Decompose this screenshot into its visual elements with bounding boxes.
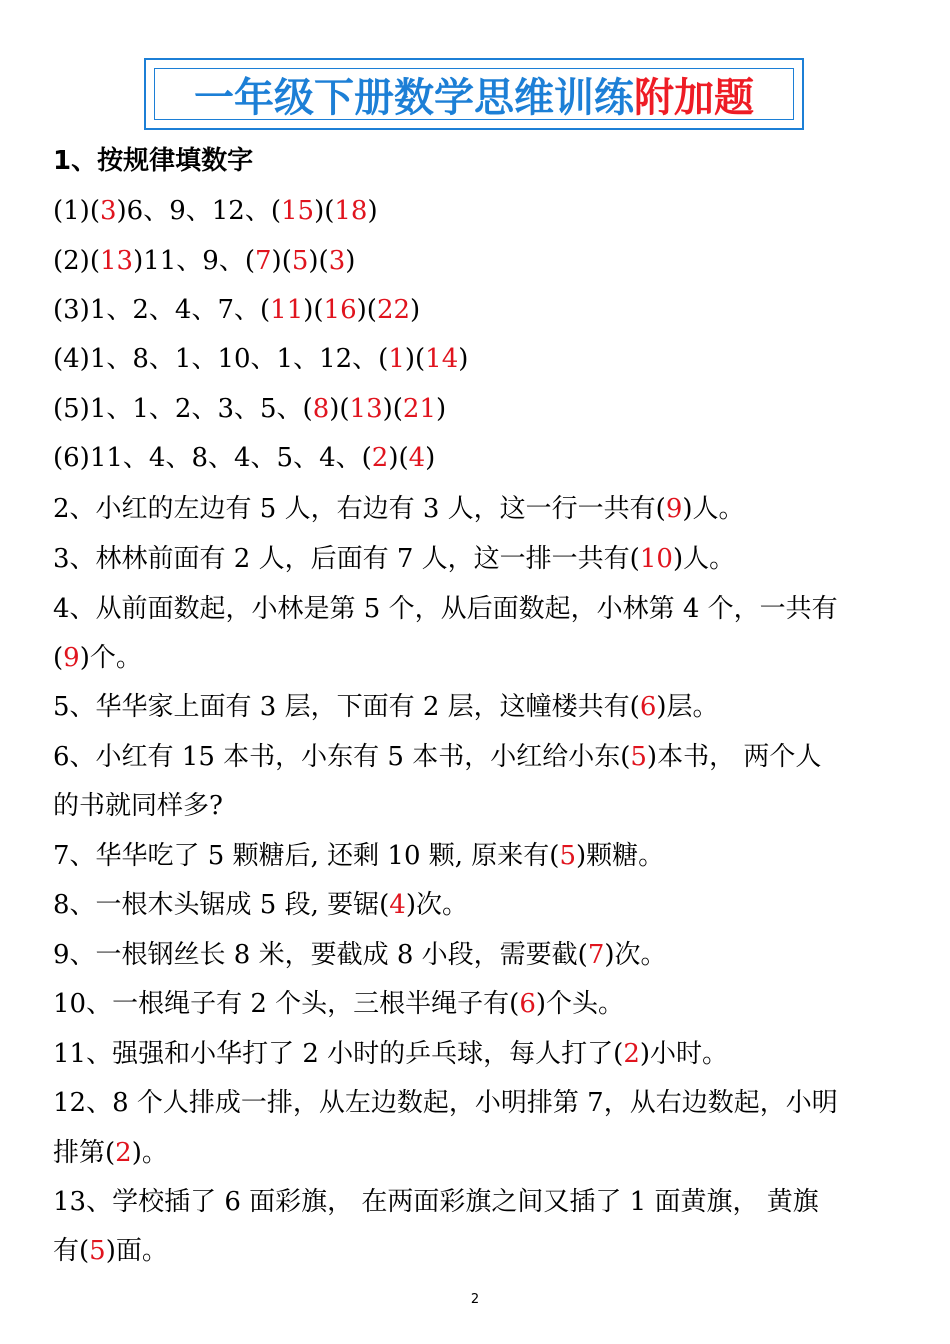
question-2: 2、小红的左边有 5 人，右边有 3 人，这一行一共有(9)人。 [53,494,745,524]
question-5: 5、华华家上面有 3 层，下面有 2 层，这幢楼共有(6)层。 [53,692,719,722]
answer: 1 [388,344,405,374]
answer: 13 [99,246,134,276]
question-10: 10、一根绳子有 2 个头，三根半绳子有(6)个头。 [53,989,625,1019]
answer: 6 [639,692,657,722]
answer: 22 [376,295,411,325]
answer: 8 [312,394,330,424]
answer: 5 [559,841,576,871]
sequence-6: (6)11、4、8、4、5、4、(2)(4) [53,443,436,473]
answer: 5 [291,246,309,276]
answer: 3 [99,196,117,226]
sequence-3: (3)1、2、4、7、(11)(16)(22) [53,295,421,325]
question-6-line-1: 6、小红有 15 本书，小东有 5 本书，小红给小东(5)本书， 两个人 [53,742,822,772]
question-4-line-1: 4、从前面数起，小林是第 5 个，从后面数起，小林第 4 个，一共有 [53,594,838,624]
sequence-5: (5)1、1、2、3、5、(8)(13)(21) [53,394,447,424]
question-3: 3、林林前面有 2 人，后面有 7 人，这一排一共有(10)人。 [53,544,736,574]
answer: 10 [639,544,673,574]
question-12-line-2: 排第(2)。 [53,1138,168,1168]
question-7: 7、华华吃了 5 颗糖后, 还剩 10 颗, 原来有(5)颗糖。 [53,841,665,871]
answer: 14 [425,344,459,374]
answer: 3 [328,246,346,276]
sequence-2: (2)(13)11、9、(7)(5)(3) [53,246,356,276]
question-11: 11、强强和小华打了 2 小时的乒乓球，每人打了(2)小时。 [53,1039,729,1069]
answer: 7 [587,940,605,970]
answer: 5 [89,1236,106,1266]
question-4-line-2: (9)个。 [53,643,142,673]
title-accent: 附加题 [634,74,754,121]
question-8: 8、一根木头锯成 5 段, 要锯(4)次。 [53,890,468,920]
answer: 9 [665,494,683,524]
title-frame [144,58,804,130]
question-13-line-2: 有(5)面。 [53,1236,168,1266]
answer: 2 [115,1138,132,1168]
answer: 7 [255,246,272,276]
answer: 2 [371,443,389,473]
answer: 9 [63,643,80,673]
answer: 16 [323,295,357,325]
answer: 18 [334,196,368,226]
answer: 5 [630,742,647,772]
page-title [154,68,794,120]
page-number: 2 [470,1292,480,1307]
question-9: 9、一根钢丝长 8 米，要截成 8 小段，需要截(7)次。 [53,940,667,970]
sequence-4: (4)1、8、1、10、1、12、(1)(14) [53,344,469,374]
sequence-1: (1)(3)6、9、12、(15)(18) [53,196,378,226]
answer: 11 [270,295,304,325]
question-13-line-1: 13、学校插了 6 面彩旗， 在两面彩旗之间又插了 1 面黄旗， 黄旗 [53,1187,819,1217]
answer: 2 [623,1039,640,1069]
answer: 4 [389,890,406,920]
question-6-line-2: 的书就同样多? [53,791,223,821]
answer: 21 [402,394,437,424]
section-heading: 1、按规律填数字 [53,146,254,176]
answer: 15 [281,196,315,226]
answer: 13 [349,394,383,424]
question-12-line-1: 12、8 个人排成一排，从左边数起，小明排第 7，从右边数起，小明 [53,1088,838,1118]
answer: 4 [408,443,426,473]
title-main: 一年级下册数学思维训练 [194,74,634,121]
answer: 6 [519,989,536,1019]
